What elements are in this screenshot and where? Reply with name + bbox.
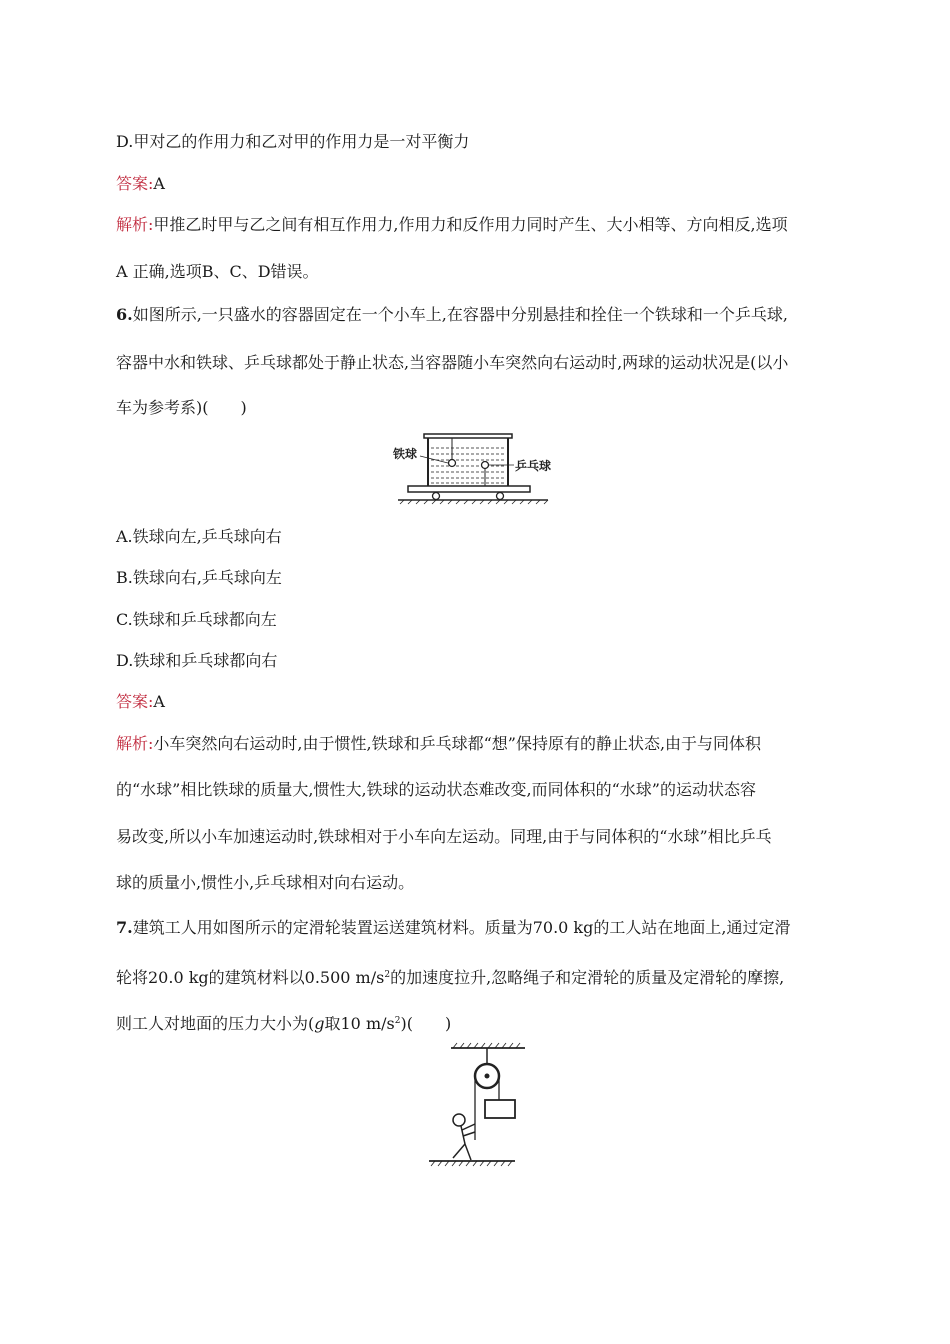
q5-option-d: D.甲对乙的作用力和乙对甲的作用力是一对平衡力 bbox=[116, 132, 470, 151]
label-ping-pong-ball: 乒乓球 bbox=[515, 459, 552, 473]
analysis-text: 小车突然向右运动时,由于惯性,铁球和乒乓球都“想”保持原有的静止状态,由于与同体积 bbox=[153, 734, 762, 753]
answer-label: 答案: bbox=[116, 174, 154, 193]
q5-analysis-line-1 bbox=[116, 214, 830, 236]
q6-answer bbox=[116, 691, 830, 713]
stem-text: )( ) bbox=[400, 1014, 452, 1033]
cart-container-figure bbox=[390, 430, 560, 510]
analysis-label: 解析: bbox=[116, 215, 154, 234]
q7-stem-line-1 bbox=[116, 917, 830, 939]
label-iron-ball: 铁球 bbox=[393, 447, 418, 461]
answer-label: 答案: bbox=[116, 692, 154, 711]
answer-value: A bbox=[153, 174, 165, 193]
q6-option-d: D.铁球和乒乓球都向右 bbox=[116, 651, 278, 670]
question-number: 6. bbox=[116, 305, 133, 324]
q6-stem-line-1 bbox=[116, 304, 830, 326]
q6-analysis-line-3: 易改变,所以小车加速运动时,铁球相对于小车向左运动。同理,由于与同体积的“水球”相比乒乓 bbox=[116, 827, 772, 846]
q6-option-a: A.铁球向左,乒乓球向右 bbox=[116, 527, 282, 546]
q6-analysis-line-4: 球的质量小,惯性小,乒乓球相对向右运动。 bbox=[116, 873, 415, 892]
q5-analysis-line-2: A 正确,选项B、C、D错误。 bbox=[116, 262, 319, 281]
analysis-label: 解析: bbox=[116, 734, 154, 753]
answer-value: A bbox=[153, 692, 165, 711]
symbol-g: g bbox=[314, 1014, 325, 1033]
q7-stem-line-2 bbox=[116, 964, 830, 989]
stem-text: 则工人对地面的压力大小为( bbox=[116, 1014, 315, 1033]
superscript: 2 bbox=[384, 970, 391, 980]
q6-analysis-line-2: 的“水球”相比铁球的质量大,惯性大,铁球的运动状态难改变,而同体积的“水球”的运动状态容 bbox=[116, 780, 756, 799]
pulley-worker-figure bbox=[425, 1040, 535, 1170]
stem-text: 轮将20.0 kg的建筑材料以0.500 m/s bbox=[116, 968, 385, 987]
superscript: 2 bbox=[394, 1016, 401, 1026]
q7-stem-line-3 bbox=[116, 1010, 830, 1035]
analysis-text: 甲推乙时甲与乙之间有相互作用力,作用力和反作用力同时产生、大小相等、方向相反,选项 bbox=[153, 215, 788, 234]
q6-stem-line-2: 容器中水和铁球、乒乓球都处于静止状态,当容器随小车突然向右运动时,两球的运动状况是(以小 bbox=[116, 353, 789, 372]
q5-answer bbox=[116, 173, 830, 195]
q6-stem-line-3: 车为参考系)( ) bbox=[116, 398, 247, 417]
stem-text: 取10 m/s bbox=[324, 1014, 395, 1033]
question-number: 7. bbox=[116, 918, 133, 937]
stem-text: 建筑工人用如图所示的定滑轮装置运送建筑材料。质量为70.0 kg的工人站在地面上,通过定滑 bbox=[132, 918, 791, 937]
stem-text: 的加速度拉升,忽略绳子和定滑轮的质量及定滑轮的摩擦, bbox=[390, 968, 785, 987]
q6-option-b: B.铁球向右,乒乓球向左 bbox=[116, 568, 282, 587]
stem-text: 如图所示,一只盛水的容器固定在一个小车上,在容器中分别悬挂和拴住一个铁球和一个乒乓球, bbox=[132, 305, 788, 324]
q6-analysis-line-1 bbox=[116, 733, 830, 755]
q6-option-c: C.铁球和乒乓球都向左 bbox=[116, 610, 277, 629]
